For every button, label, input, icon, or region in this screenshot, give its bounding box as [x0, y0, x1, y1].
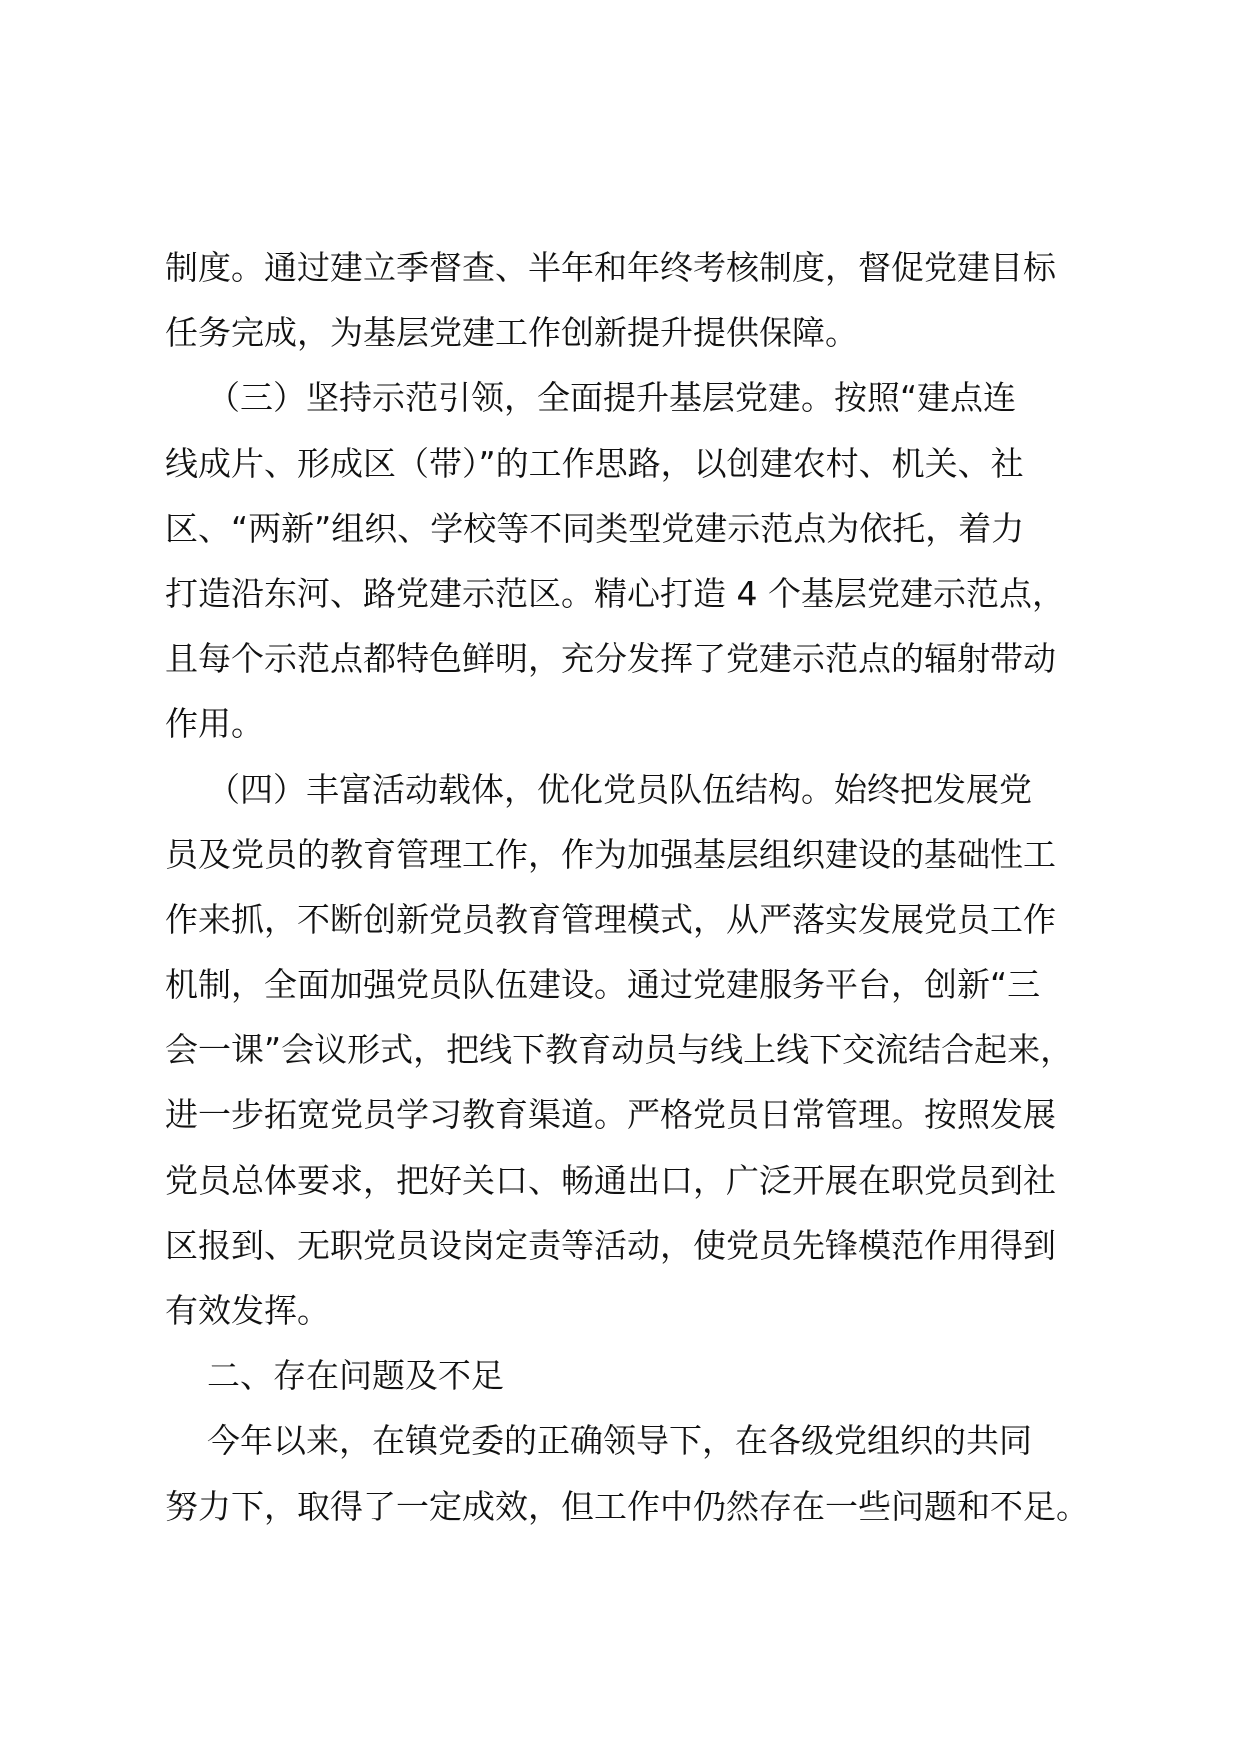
text-line: 今年以来，在镇党委的正确领导下，在各级党组织的共同	[165, 1421, 1032, 1461]
document-body	[165, 235, 1095, 1539]
text-line: 党员总体要求，把好关口、畅通出口，广泛开展在职党员到社	[165, 1160, 1056, 1200]
text-line: 区、“两新”组织、学校等不同类型党建示范点为依托，着力	[165, 508, 1025, 548]
text-line: 员及党员的教育管理工作，作为加强基层组织建设的基础性工	[165, 834, 1056, 874]
text-line: 且每个示范点都特色鲜明，充分发挥了党建示范点的辐射带动	[165, 639, 1056, 679]
text-line: （四）丰富活动载体，优化党员队伍结构。始终把发展党	[165, 769, 1032, 809]
text-line: 机制，全面加强党员队伍建设。通过党建服务平台，创新“三	[165, 965, 1041, 1005]
text-line: 线成片、形成区（带）”的工作思路，以创建农村、机关、社	[165, 443, 1024, 483]
text-line: 进一步拓宽党员学习教育渠道。严格党员日常管理。按照发展	[165, 1095, 1056, 1135]
text-line: 会一课”会议形式，把线下教育动员与线上线下交流结合起来，	[165, 1030, 1074, 1070]
text-line: 有效发挥。	[165, 1291, 330, 1330]
text-line: 作用。	[165, 704, 264, 744]
text-line: 任务完成，为基层党建工作创新提升提供保障。	[165, 313, 858, 353]
text-line: 作来抓，不断创新党员教育管理模式，从严落实发展党员工作	[165, 899, 1056, 939]
text-line: 区报到、无职党员设岗定责等活动，使党员先锋模范作用得到	[165, 1225, 1056, 1265]
text-line: 努力下，取得了一定成效，但工作中仍然存在一些问题和不足。	[165, 1486, 1089, 1526]
text-line: （三）坚持示范引领，全面提升基层党建。按照“建点连	[165, 378, 1017, 418]
text-line: 打造沿东河、路党建示范区。精心打造 4 个基层党建示范点，	[165, 573, 1065, 613]
section-heading: 二、存在问题及不足	[165, 1356, 504, 1396]
text-line: 制度。通过建立季督查、半年和年终考核制度，督促党建目标	[165, 248, 1056, 287]
